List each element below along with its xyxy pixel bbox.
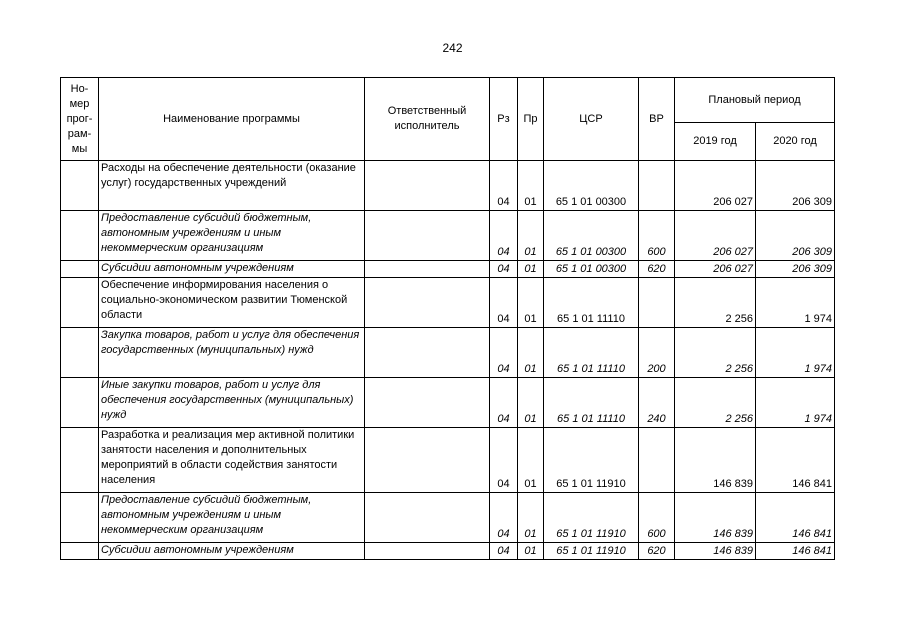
cell-vr: 620	[639, 543, 675, 560]
cell-program-name: Обеспечение информирования населения о социально-экономическом развитии Тюменской области	[99, 278, 365, 328]
table-header	[61, 78, 835, 161]
cell-rz: 04	[490, 493, 518, 543]
cell-program-name: Закупка товаров, работ и услуг для обеспечения государственных (муниципальных) нужд	[99, 328, 365, 378]
cell-vr: 600	[639, 211, 675, 261]
cell-responsible	[365, 261, 490, 278]
table-row	[61, 328, 835, 378]
cell-number	[61, 493, 99, 543]
cell-responsible	[365, 493, 490, 543]
cell-number	[61, 161, 99, 211]
header-vr: ВР	[639, 78, 675, 161]
cell-2019: 146 839	[675, 543, 756, 560]
cell-csr: 65 1 01 11110	[544, 278, 639, 328]
cell-program-name: Субсидии автономным учреждениям	[99, 543, 365, 560]
cell-rz: 04	[490, 211, 518, 261]
cell-csr: 65 1 01 00300	[544, 161, 639, 211]
page-number: 242	[442, 41, 463, 55]
cell-program-name: Субсидии автономным учреждениям	[99, 261, 365, 278]
table-row	[61, 543, 835, 560]
header-csr: ЦСР	[544, 78, 639, 161]
cell-csr: 65 1 01 11910	[544, 428, 639, 493]
cell-pr: 01	[518, 261, 544, 278]
cell-2019: 146 839	[675, 493, 756, 543]
header-program-name: Наименование программы	[99, 78, 365, 161]
cell-number	[61, 261, 99, 278]
cell-pr: 01	[518, 543, 544, 560]
cell-2020: 146 841	[756, 543, 835, 560]
cell-2020: 1 974	[756, 328, 835, 378]
cell-2019: 206 027	[675, 211, 756, 261]
cell-pr: 01	[518, 211, 544, 261]
cell-rz: 04	[490, 543, 518, 560]
cell-2019: 206 027	[675, 261, 756, 278]
cell-vr: 240	[639, 378, 675, 428]
budget-table	[60, 77, 835, 560]
cell-csr: 65 1 01 11110	[544, 328, 639, 378]
cell-responsible	[365, 428, 490, 493]
cell-rz: 04	[490, 278, 518, 328]
table-row	[61, 261, 835, 278]
table-row	[61, 428, 835, 493]
header-program-number: Но- мер прог- рам- мы	[61, 78, 99, 161]
cell-program-name: Разработка и реализация мер активной политики занятости населения и дополнительных мероприятий в области содействия занятости населения	[99, 428, 365, 493]
cell-number	[61, 428, 99, 493]
cell-program-name: Расходы на обеспечение деятельности (оказание услуг) государственных учреждений	[99, 161, 365, 211]
cell-csr: 65 1 01 11910	[544, 543, 639, 560]
cell-program-name: Иные закупки товаров, работ и услуг для обеспечения государственных (муниципальных) нужд	[99, 378, 365, 428]
cell-number	[61, 278, 99, 328]
cell-vr: 600	[639, 493, 675, 543]
cell-number	[61, 378, 99, 428]
cell-2020: 206 309	[756, 161, 835, 211]
cell-pr: 01	[518, 328, 544, 378]
cell-2020: 1 974	[756, 278, 835, 328]
cell-number	[61, 328, 99, 378]
cell-responsible	[365, 328, 490, 378]
cell-pr: 01	[518, 278, 544, 328]
cell-pr: 01	[518, 493, 544, 543]
table-row	[61, 493, 835, 543]
cell-rz: 04	[490, 261, 518, 278]
header-2020: 2020 год	[756, 123, 835, 161]
cell-2020: 1 974	[756, 378, 835, 428]
cell-program-name: Предоставление субсидий бюджетным, автономным учреждениям и иным некоммерческим организациям	[99, 211, 365, 261]
cell-pr: 01	[518, 161, 544, 211]
cell-csr: 65 1 01 11110	[544, 378, 639, 428]
header-pr: Пр	[518, 78, 544, 161]
cell-rz: 04	[490, 378, 518, 428]
cell-2019: 2 256	[675, 328, 756, 378]
table-row	[61, 211, 835, 261]
header-2019: 2019 год	[675, 123, 756, 161]
header-rz: Рз	[490, 78, 518, 161]
cell-number	[61, 211, 99, 261]
cell-2020: 206 309	[756, 261, 835, 278]
cell-rz: 04	[490, 328, 518, 378]
table-row	[61, 378, 835, 428]
header-planned-period: Плановый период	[675, 78, 835, 123]
cell-vr	[639, 278, 675, 328]
cell-pr: 01	[518, 428, 544, 493]
cell-2020: 206 309	[756, 211, 835, 261]
table-body	[61, 161, 835, 560]
cell-responsible	[365, 161, 490, 211]
cell-program-name: Предоставление субсидий бюджетным, автономным учреждениям и иным некоммерческим организациям	[99, 493, 365, 543]
cell-2020: 146 841	[756, 428, 835, 493]
cell-2020: 146 841	[756, 493, 835, 543]
cell-rz: 04	[490, 161, 518, 211]
cell-2019: 206 027	[675, 161, 756, 211]
cell-responsible	[365, 378, 490, 428]
cell-number	[61, 543, 99, 560]
table-row	[61, 161, 835, 211]
cell-responsible	[365, 211, 490, 261]
table-row	[61, 278, 835, 328]
cell-vr	[639, 161, 675, 211]
cell-responsible	[365, 543, 490, 560]
cell-csr: 65 1 01 00300	[544, 261, 639, 278]
cell-vr: 200	[639, 328, 675, 378]
cell-csr: 65 1 01 00300	[544, 211, 639, 261]
cell-vr	[639, 428, 675, 493]
header-responsible: Ответственный исполнитель	[365, 78, 490, 161]
cell-2019: 2 256	[675, 378, 756, 428]
cell-pr: 01	[518, 378, 544, 428]
cell-responsible	[365, 278, 490, 328]
cell-2019: 2 256	[675, 278, 756, 328]
cell-vr: 620	[639, 261, 675, 278]
cell-csr: 65 1 01 11910	[544, 493, 639, 543]
cell-rz: 04	[490, 428, 518, 493]
cell-2019: 146 839	[675, 428, 756, 493]
